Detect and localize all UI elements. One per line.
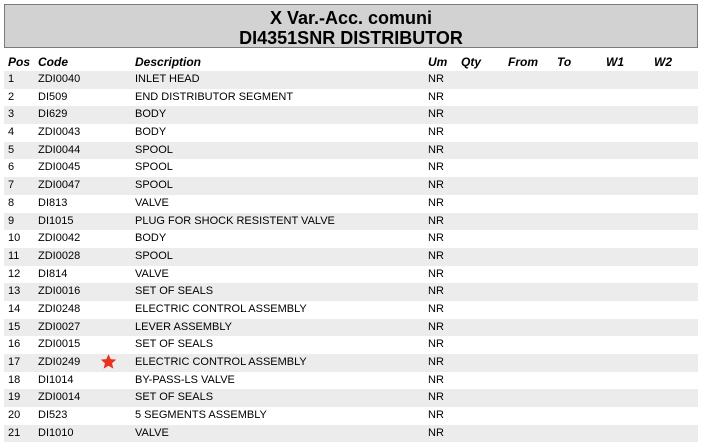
row-um: NR (428, 196, 444, 209)
table-row (4, 319, 698, 337)
row-um: NR (428, 409, 444, 422)
row-pos: 13 (8, 285, 21, 298)
row-um: NR (428, 302, 444, 315)
row-code: ZDI0015 (38, 338, 81, 351)
table-row (4, 301, 698, 319)
parts-table (4, 71, 698, 442)
row-um: NR (428, 90, 444, 103)
row-description: SET OF SEALS (135, 338, 214, 351)
table-row (4, 425, 698, 443)
row-pos: 17 (8, 356, 21, 368)
row-code: DI813 (38, 196, 68, 209)
row-um: NR (428, 338, 444, 351)
row-pos: 10 (8, 232, 21, 245)
table-row (4, 372, 698, 390)
row-description: SET OF SEALS (135, 391, 214, 404)
column-header-pos: Pos (8, 55, 31, 69)
column-header-w1: W1 (606, 55, 624, 69)
row-description: SPOOL (135, 179, 173, 192)
table-row (4, 177, 698, 195)
row-pos: 12 (8, 267, 21, 280)
row-um: NR (428, 143, 444, 156)
row-description: SPOOL (135, 249, 173, 262)
row-description: SPOOL (135, 143, 173, 156)
row-description: SET OF SEALS (135, 285, 214, 298)
row-description: SPOOL (135, 161, 173, 174)
column-header-qty: Qty (461, 55, 482, 69)
table-row (4, 407, 698, 425)
row-pos: 1 (8, 73, 15, 85)
row-description: ELECTRIC CONTROL ASSEMBLY (135, 302, 307, 315)
row-pos: 6 (8, 161, 15, 174)
row-description: BODY (135, 108, 167, 121)
column-header-um: Um (428, 55, 448, 69)
row-um: NR (428, 108, 444, 121)
table-row (4, 283, 698, 301)
row-code: DI814 (38, 267, 68, 280)
row-pos: 3 (8, 108, 15, 121)
table-row (4, 213, 698, 231)
table-row (4, 354, 698, 372)
row-um: NR (428, 73, 444, 85)
table-row (4, 230, 698, 248)
row-code: ZDI0043 (38, 126, 81, 139)
table-row (4, 89, 698, 107)
table-row (4, 159, 698, 177)
row-um: NR (428, 126, 444, 139)
row-description: BODY (135, 232, 167, 245)
row-code: ZDI0028 (38, 249, 81, 262)
row-code: ZDI0014 (38, 391, 81, 404)
row-pos: 21 (8, 426, 21, 439)
title-box (4, 4, 698, 48)
row-description: BY-PASS-LS VALVE (135, 373, 235, 386)
column-header-to: To (557, 55, 572, 69)
row-um: NR (428, 320, 444, 333)
column-header-code: Code (38, 55, 68, 69)
star-icon (100, 353, 117, 370)
row-pos: 4 (8, 126, 15, 139)
row-pos: 2 (8, 90, 15, 103)
row-code: DI1010 (38, 426, 74, 439)
row-description: ELECTRIC CONTROL ASSEMBLY (135, 356, 307, 368)
row-um: NR (428, 214, 444, 227)
row-code: ZDI0045 (38, 161, 81, 174)
row-um: NR (428, 267, 444, 280)
table-row (4, 389, 698, 407)
row-code: ZDI0249 (38, 356, 81, 368)
column-header-w2: W2 (654, 55, 672, 69)
row-pos: 18 (8, 373, 21, 386)
row-code: DI509 (38, 90, 68, 103)
row-um: NR (428, 161, 444, 174)
row-um: NR (428, 179, 444, 192)
row-description: LEVER ASSEMBLY (135, 320, 233, 333)
row-pos: 5 (8, 143, 15, 156)
table-row (4, 71, 698, 89)
table-row (4, 106, 698, 124)
row-code: ZDI0042 (38, 232, 81, 245)
row-um: NR (428, 391, 444, 404)
row-code: ZDI0044 (38, 143, 81, 156)
table-row (4, 142, 698, 160)
column-header-from: From (508, 55, 538, 69)
row-pos: 14 (8, 302, 21, 315)
row-code: ZDI0047 (38, 179, 81, 192)
row-code: DI1014 (38, 373, 74, 386)
row-um: NR (428, 285, 444, 298)
row-um: NR (428, 356, 444, 368)
row-code: DI523 (38, 409, 68, 422)
row-description: VALVE (135, 267, 169, 280)
row-description: VALVE (135, 196, 169, 209)
row-pos: 7 (8, 179, 15, 192)
row-description: BODY (135, 126, 167, 139)
column-header-description: Description (135, 55, 202, 69)
row-um: NR (428, 249, 444, 262)
row-code: ZDI0027 (38, 320, 81, 333)
row-code: DI629 (38, 108, 68, 121)
table-row (4, 266, 698, 284)
table-row (4, 124, 698, 142)
row-description: INLET HEAD (135, 73, 200, 85)
row-pos: 16 (8, 338, 21, 351)
row-pos: 8 (8, 196, 15, 209)
row-pos: 11 (8, 249, 20, 262)
row-code: ZDI0040 (38, 73, 81, 85)
row-um: NR (428, 373, 444, 386)
row-description: VALVE (135, 426, 169, 439)
row-description: 5 SEGMENTS ASSEMBLY (135, 409, 267, 422)
row-pos: 19 (8, 391, 21, 404)
row-um: NR (428, 232, 444, 245)
table-row (4, 195, 698, 213)
row-pos: 9 (8, 214, 15, 227)
page-title: X Var.-Acc. comuni (269, 8, 433, 28)
row-code: ZDI0016 (38, 285, 81, 298)
row-code: DI1015 (38, 214, 74, 227)
table-row (4, 336, 698, 354)
row-description: PLUG FOR SHOCK RESISTENT VALVE (135, 214, 335, 227)
table-row (4, 248, 698, 266)
row-code: ZDI0248 (38, 302, 81, 315)
page-subtitle: DI4351SNR DISTRIBUTOR (239, 28, 463, 48)
row-description: END DISTRIBUTOR SEGMENT (135, 90, 294, 103)
row-pos: 15 (8, 320, 21, 333)
row-um: NR (428, 426, 444, 439)
row-pos: 20 (8, 409, 21, 422)
